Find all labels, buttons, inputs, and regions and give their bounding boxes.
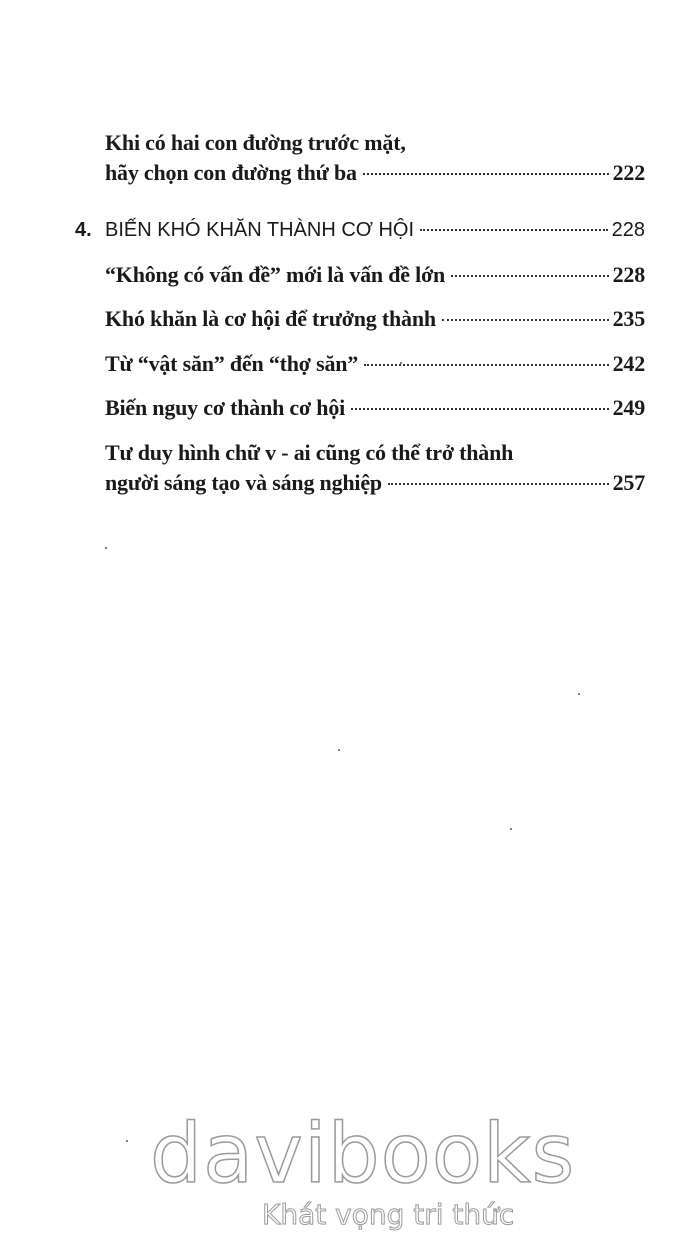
toc-entry-title: Biến nguy cơ thành cơ hội <box>105 395 346 420</box>
dot-leader <box>442 319 609 321</box>
davibooks-watermark <box>150 1107 576 1231</box>
toc-entry-title-line1: Tư duy hình chữ v - ai cũng có thể trở thành <box>105 440 514 465</box>
toc-page-number: 235 <box>612 306 645 331</box>
toc-entry-title-line2: người sáng tạo và sáng nghiệp <box>105 470 382 495</box>
toc-entry-line <box>105 468 645 498</box>
toc-page-number: 242 <box>612 351 645 376</box>
toc-entry-line <box>105 349 645 379</box>
paper-speck <box>510 828 512 830</box>
paper-speck <box>400 362 402 364</box>
toc-entry-risk-opportunity <box>105 393 645 423</box>
dot-leader <box>351 408 609 410</box>
toc-page-number: 257 <box>612 470 645 495</box>
toc-entry-prey-hunter <box>105 349 645 379</box>
toc-entry-title-line1: Khi có hai con đường trước mặt, <box>105 130 406 155</box>
dot-leader <box>451 275 609 277</box>
toc-page-number: 228 <box>612 262 645 287</box>
toc-chapter-heading <box>75 215 645 245</box>
toc-entry-title: Khó khăn là cơ hội để trưởng thành <box>105 306 436 331</box>
paper-speck <box>126 1140 128 1142</box>
toc-entry-no-problem <box>105 260 645 290</box>
watermark-slogan: Khát vọng tri thức <box>262 1198 515 1231</box>
chapter-number: 4. <box>75 219 92 241</box>
chapter-title: BIẾN KHÓ KHĂN THÀNH CƠ HỘI <box>105 219 415 241</box>
toc-page-number: 228 <box>611 219 645 241</box>
toc-page-number: 222 <box>612 160 645 185</box>
toc-entry-line <box>105 304 645 334</box>
watermark-brand: davibooks <box>150 1107 576 1202</box>
toc-entry-difficulty-growth <box>105 304 645 334</box>
toc-entry-third-path <box>105 128 645 188</box>
paper-speck <box>338 749 340 751</box>
toc-entry-line <box>105 158 645 188</box>
toc-entry-title: Từ “vật săn” đến “thợ săn” <box>105 351 359 376</box>
dot-leader <box>388 483 609 485</box>
toc-entry-line <box>105 438 645 468</box>
dot-leader <box>364 364 609 366</box>
toc-entry-title: “Không có vấn đề” mới là vấn đề lớn <box>105 262 446 287</box>
dot-leader <box>363 173 609 175</box>
toc-chapter-line <box>75 215 645 245</box>
paper-speck <box>578 693 580 695</box>
toc-page-number: 249 <box>612 395 645 420</box>
toc-entry-line <box>105 393 645 423</box>
toc-entry-v-thinking <box>105 438 645 498</box>
paper-speck <box>105 547 107 549</box>
toc-entry-line <box>105 260 645 290</box>
toc-entry-line <box>105 128 645 158</box>
dot-leader <box>420 229 608 231</box>
toc-entry-title-line2: hãy chọn con đường thứ ba <box>105 160 357 185</box>
